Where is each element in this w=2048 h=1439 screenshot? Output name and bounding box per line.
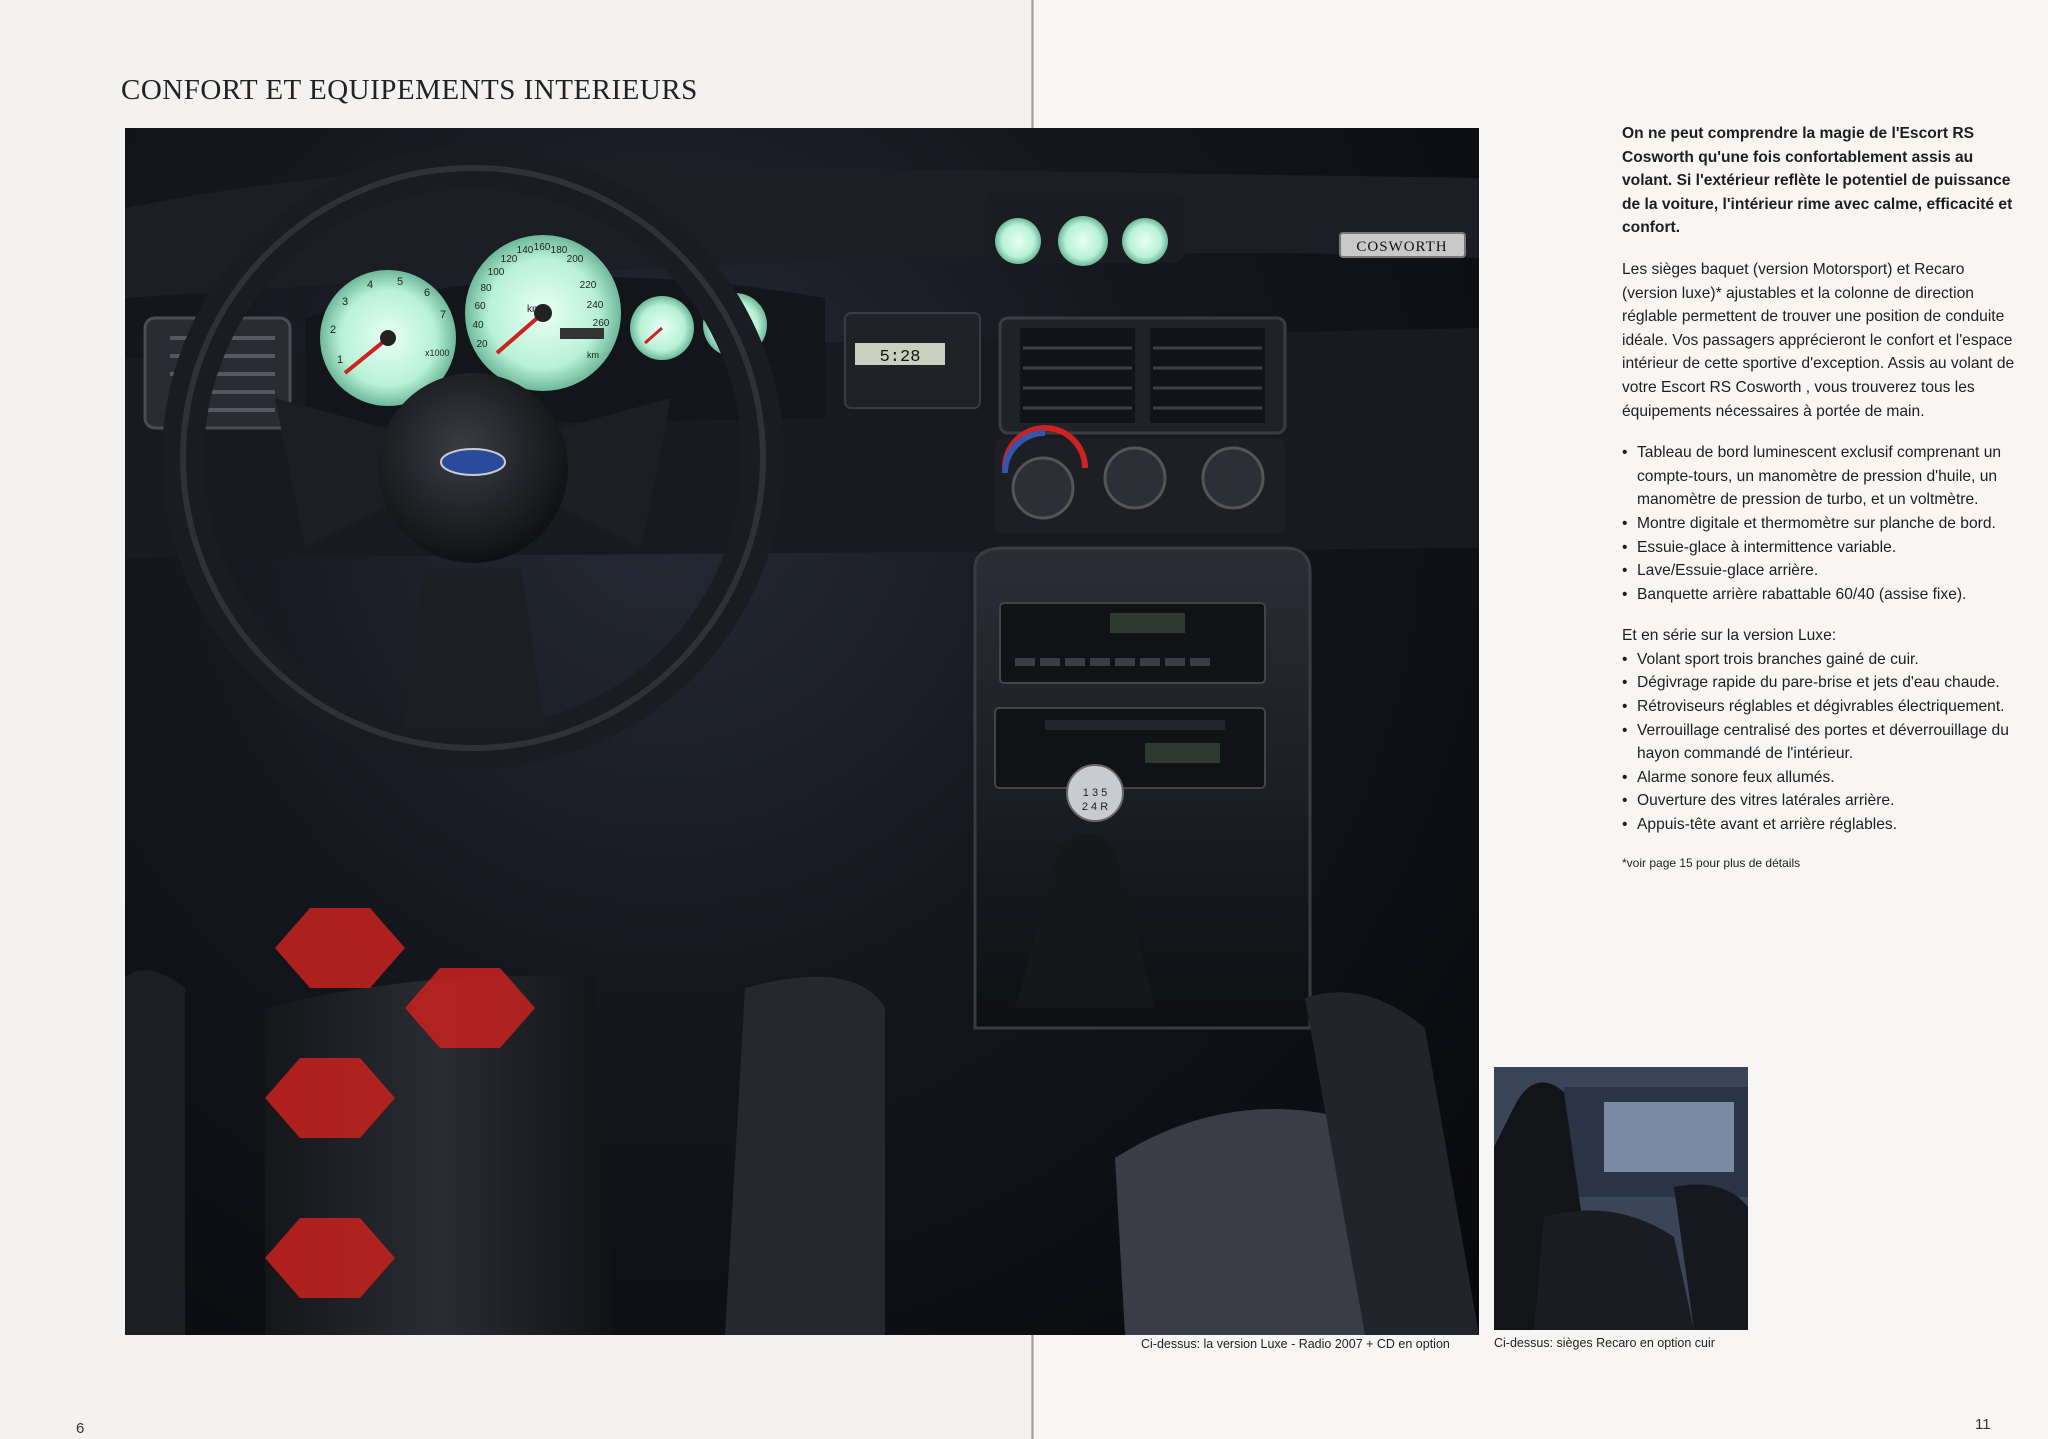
speedo-tick-label: 120 (500, 254, 518, 265)
list-item: • Ouverture des vitres latérales arrière. (1622, 789, 2022, 813)
speedometer-gauge (465, 235, 621, 391)
list-item: • Rétroviseurs réglables et dégivrables électriquement. (1622, 695, 2022, 719)
auxiliary-gauges (985, 193, 1185, 266)
speedo-tick-label: 240 (586, 300, 604, 311)
tacho-tick-label: 3 (341, 296, 349, 308)
recaro-seats-photo (1494, 1067, 1748, 1330)
driver-seat (125, 908, 885, 1335)
ford-logo-icon (441, 449, 505, 475)
main-photo-caption: Ci-dessus: la version Luxe - Radio 2007 + CD en option (1141, 1337, 1450, 1351)
centre-air-vents (1000, 318, 1285, 433)
speedo-tick-label: 140 (516, 245, 534, 256)
list-item: • Essuie-glace à intermittence variable. (1622, 536, 2022, 560)
speedo-tick-label: 260 (592, 318, 610, 329)
speedo-tick-label: 100 (487, 267, 505, 278)
speedo-unit-label: km/h (527, 304, 549, 315)
speedo-tick-label: 220 (579, 280, 597, 291)
interior-photo (125, 128, 1479, 1335)
speedo-tick-label: 40 (472, 320, 484, 331)
luxe-feature-list (1622, 648, 2022, 837)
gear-pattern-label: 1 3 5 (1082, 787, 1108, 799)
odo-unit-label: km (587, 350, 599, 360)
page-number-right: 11 (1975, 1416, 1991, 1433)
passenger-seat (1115, 992, 1479, 1335)
body-text (1622, 122, 2022, 871)
list-item: • Volant sport trois branches gainé de cuir. (1622, 648, 2022, 672)
tacho-tick-label: 1 (336, 354, 344, 366)
speedo-tick-label: 80 (480, 283, 492, 294)
intro-paragraph: On ne peut comprendre la magie de l'Escort RS Cosworth qu'une fois confortablement assis au volant. Si l'extérieur reflète le potentiel de puissance de la voiture, l'intérieur rime avec calme, efficacité et confort. (1622, 125, 2013, 237)
speedo-tick-label: 160 (533, 242, 551, 253)
list-item: • Dégivrage rapide du pare-brise et jets d'eau chaude. (1622, 671, 2022, 695)
tacho-tick-label: 7 (439, 309, 447, 321)
tacho-tick-label: 4 (366, 279, 374, 291)
speedo-tick-label: 200 (566, 254, 584, 265)
cosworth-badge (1340, 233, 1465, 257)
speedo-tick-label: 60 (474, 301, 486, 312)
heater-controls (995, 428, 1285, 533)
tacho-tick-label: 2 (329, 324, 337, 336)
tacho-unit-label: x1000 (425, 348, 450, 358)
tacho-tick-label: 5 (396, 276, 404, 288)
tacho-tick-label: 6 (423, 287, 431, 299)
clock-display: 5:28 (879, 348, 921, 367)
list-item: • Appuis-tête avant et arrière réglables. (1622, 813, 2022, 837)
side-photo-caption: Ci-dessus: sièges Recaro en option cuir (1494, 1336, 1715, 1350)
page-number-left: 6 (76, 1420, 85, 1437)
page-title: CONFORT ET EQUIPEMENTS INTERIEURS (121, 74, 698, 106)
list-item: • Alarme sonore feux allumés. (1622, 766, 2022, 790)
cd-player-unit (995, 708, 1265, 788)
list-item: • Montre digitale et thermomètre sur planche de bord. (1622, 512, 2022, 536)
digital-clock (845, 313, 980, 408)
gear-pattern-label: 2 4 R (1081, 801, 1109, 813)
list-item: • Tableau de bord luminescent exclusif comprenant un compte-tours, un manomètre de pression d'huile, un manomètre de pression de turbo, et un voltmètre. (1622, 441, 2022, 512)
luxe-heading: Et en série sur la version Luxe: (1622, 627, 1837, 645)
speedo-tick-label: 20 (476, 339, 488, 350)
footnote: *voir page 15 pour plus de détails (1622, 855, 1801, 870)
list-item: • Banquette arrière rabattable 60/40 (assise fixe). (1622, 583, 2022, 607)
cosworth-badge-text: COSWORTH (1356, 239, 1448, 255)
list-item: • Lave/Essuie-glace arrière. (1622, 559, 2022, 583)
radio-unit (1000, 603, 1265, 683)
speedo-tick-label: 180 (550, 245, 568, 256)
feature-list (1622, 441, 2022, 606)
description-paragraph: Les sièges baquet (version Motorsport) et Recaro (version luxe)* ajustables et la colonne de direction réglable permettent de trouver une position de conduite idéale. Vos passagers apprécieront le confort et l'espace intérieur de cette sportive d'exception. Assis au volant de votre Escort RS Cosworth , vous trouverez tous les équipements nécessaires à portée de main. (1622, 260, 2015, 420)
list-item: • Verrouillage centralisé des portes et déverrouillage du hayon commandé de l'intérieur. (1622, 719, 2022, 766)
fuel-gauge (630, 296, 694, 360)
